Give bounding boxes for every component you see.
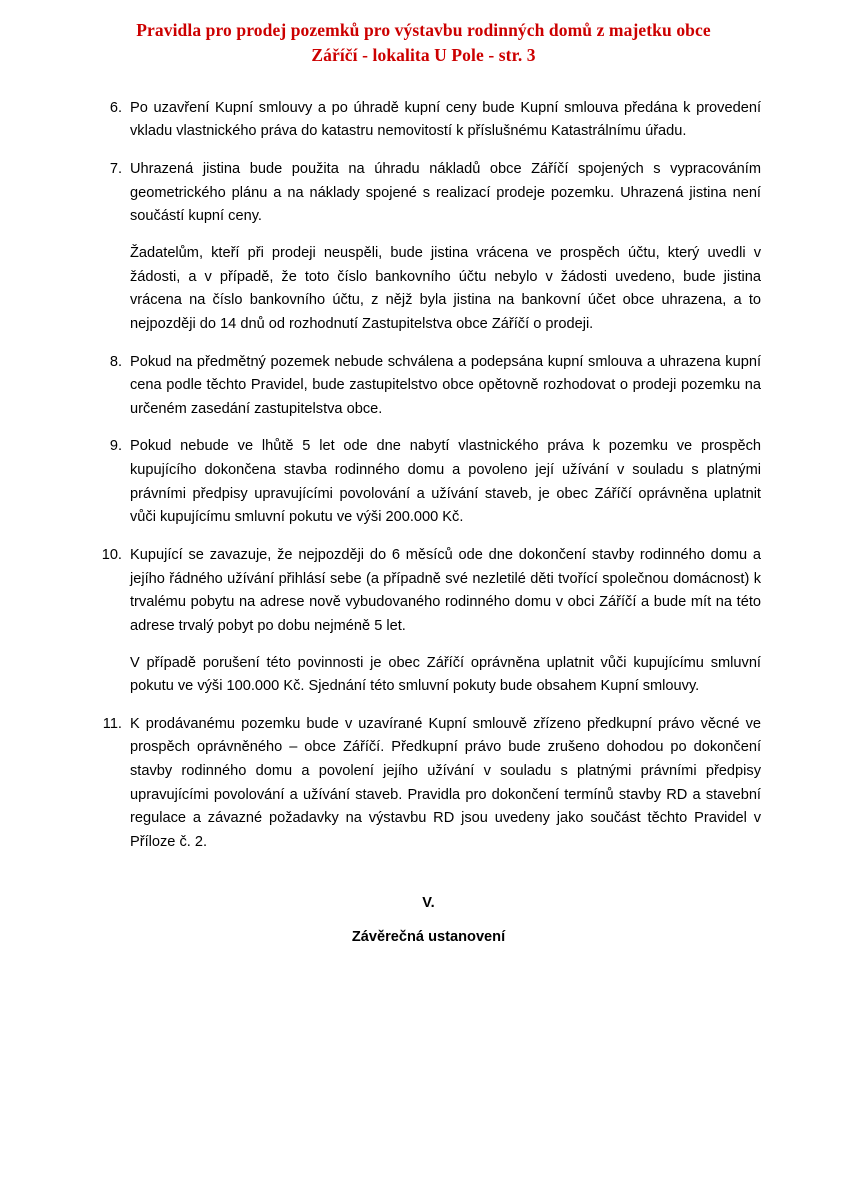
closing-section xyxy=(96,895,761,945)
section-title: Závěrečná ustanovení xyxy=(351,928,506,945)
clause-body xyxy=(122,713,761,855)
clause-item xyxy=(96,97,761,144)
clause-item xyxy=(96,351,761,422)
section-numeral: V. xyxy=(422,894,435,911)
clause-body xyxy=(122,435,761,530)
page-bottom-margin xyxy=(0,945,847,1065)
clause-paragraph: Pokud nebude ve lhůtě 5 let ode dne nabytí vlastnického práva k pozemku ve prospěch kupujícího dokončena stavba rodinného domu a povoleno její užívání v souladu s platnými právními předpisy upravujícími povolování a užívání staveb, je obec Záříčí oprávněna uplatnit vůči kupujícímu smluvní pokutu ve výši 200.000 Kč. xyxy=(130,438,761,526)
clause-item xyxy=(96,158,761,336)
clause-number: 11. xyxy=(102,715,122,732)
clause-body xyxy=(122,351,761,422)
page-title xyxy=(0,18,847,69)
clause-number: 9. xyxy=(109,438,122,455)
clause-item xyxy=(96,713,761,855)
clause-paragraph: Žadatelům, kteří při prodeji neuspěli, bude jistina vrácena ve prospěch účtu, který uvedli v žádosti, a v případě, že toto číslo bankovního účtu nebylo v žádosti uvedeno, bude jistina vrácena na číslo bankovního účtu, z nějž byla jistina na bankovní účet obce uhrazena, a to nejpozději do 14 dnů od rozhodnutí Zastupitelstva obce Záříčí o prodeji. xyxy=(130,244,761,332)
clause-list xyxy=(96,97,761,855)
clause-paragraph: Kupující se zavazuje, že nejpozději do 6 měsíců ode dne dokončení stavby rodinného domu a jejího řádného užívání přihlásí sebe (a případně své nezletilé děti tvořící společnou domácnost) k trvalému pobytu na adrese nově vybudovaného rodinného domu v obci Záříčí a bude mít na této adrese trvalý pobyt po dobu nejméně 5 let. xyxy=(130,547,761,634)
clause-number: 7. xyxy=(109,161,122,178)
clause-number: 10. xyxy=(101,547,122,563)
clause-paragraph: Pokud na předmětný pozemek nebude schválena a podepsána kupní smlouva a uhrazena kupní cena podle těchto Pravidel, bude zastupitelstvo obce opětovně rozhodovat o prodeji pozemku na určeném zasedání zastupitelstva obce. xyxy=(130,353,761,417)
clause-paragraph: Uhrazená jistina bude použita na úhradu nákladů obce Záříčí spojených s vypracováním geometrického plánu a na náklady spojené s realizací prodeje pozemku. Uhrazená jistina není součástí kupní ceny. xyxy=(130,161,761,225)
clause-item xyxy=(96,435,761,530)
clause-item xyxy=(96,544,761,699)
page-title-line-2: Záříčí - lokalita U Pole - str. 3 xyxy=(311,45,536,66)
clause-body xyxy=(122,544,761,699)
clause-body xyxy=(122,158,761,336)
clause-number: 6. xyxy=(109,99,122,116)
clause-paragraph: Po uzavření Kupní smlouvy a po úhradě kupní ceny bude Kupní smlouva předána k provedení vkladu vlastnického práva do katastru nemovitostí k příslušnému Katastrálnímu úřadu. xyxy=(130,99,761,140)
clause-number: 8. xyxy=(109,353,122,370)
clause-paragraph: V případě porušení této povinnosti je obec Záříčí oprávněna uplatnit vůči kupujícímu smluvní pokutu ve výši 100.000 Kč. Sjednání této smluvní pokuty bude obsahem Kupní smlouvy. xyxy=(130,654,761,695)
clause-body xyxy=(122,97,761,144)
page-title-line-1: Pravidla pro prodej pozemků pro výstavbu rodinných domů z majetku obce xyxy=(136,20,711,40)
document-body xyxy=(0,97,847,945)
clause-paragraph: K prodávanému pozemku bude v uzavírané Kupní smlouvě zřízeno předkupní právo věcné ve prospěch oprávněného – obce Záříčí. Předkupní právo bude zrušeno dohodou po dokončení stavby rodinného domu a povolení jejího užívání v souladu s platnými právními předpisy upravujícími povolování a užívání staveb. Pravidla pro dokončení termínů stavby RD a stavební regulace a závazné požadavky na výstavbu RD jsou uvedeny jako součást těchto Pravidel v Příloze č. 2. xyxy=(130,715,761,851)
